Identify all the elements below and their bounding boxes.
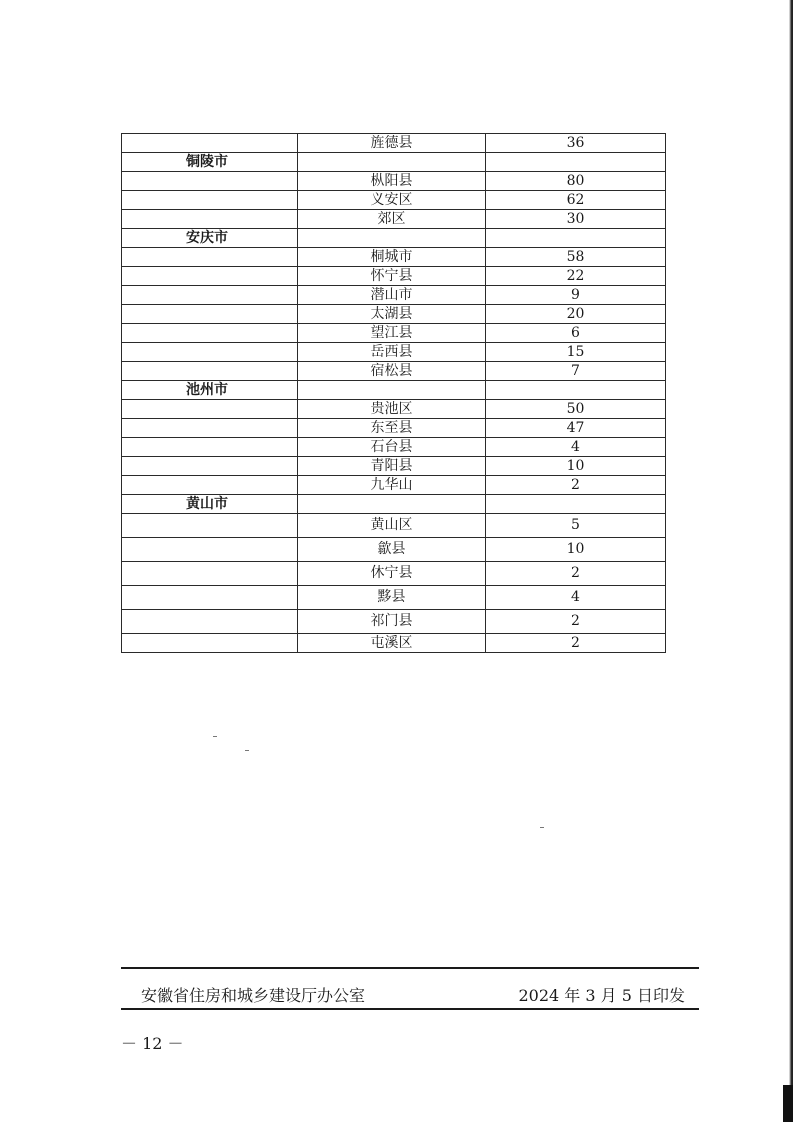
- district-row: [122, 586, 666, 610]
- page-number: － 12 －: [121, 1034, 184, 1053]
- district-cell: 歙县: [298, 538, 486, 562]
- city-cell: 黄山市: [122, 495, 298, 514]
- value-cell: 4: [486, 586, 666, 610]
- district-cell: 宿松县: [298, 362, 486, 381]
- value-cell: 2: [486, 610, 666, 634]
- district-row: [122, 210, 666, 229]
- value-cell: 2: [486, 476, 666, 495]
- district-cell: 怀宁县: [298, 267, 486, 286]
- scan-speck: [540, 827, 544, 828]
- value-cell: 6: [486, 324, 666, 343]
- district-row: [122, 343, 666, 362]
- district-row: [122, 362, 666, 381]
- district-cell: 石台县: [298, 438, 486, 457]
- city-cell: [122, 438, 298, 457]
- district-cell: 贵池区: [298, 400, 486, 419]
- district-cell: 桐城市: [298, 248, 486, 267]
- district-row: [122, 286, 666, 305]
- district-row: [122, 267, 666, 286]
- city-cell: [122, 634, 298, 653]
- city-cell: [122, 586, 298, 610]
- city-cell: [122, 343, 298, 362]
- issuer-text: 安徽省住房和城乡建设厅办公室: [141, 986, 366, 1005]
- district-row: [122, 514, 666, 538]
- city-cell: [122, 362, 298, 381]
- value-cell: 7: [486, 362, 666, 381]
- district-cell: 祁门县: [298, 610, 486, 634]
- district-row: [122, 538, 666, 562]
- value-cell: 20: [486, 305, 666, 324]
- district-cell: 黄山区: [298, 514, 486, 538]
- district-cell: 太湖县: [298, 305, 486, 324]
- city-row: [122, 229, 666, 248]
- city-row: [122, 153, 666, 172]
- district-row: [122, 610, 666, 634]
- district-cell: 郊区: [298, 210, 486, 229]
- value-cell: 30: [486, 210, 666, 229]
- city-cell: 铜陵市: [122, 153, 298, 172]
- city-cell: [122, 538, 298, 562]
- city-cell: 安庆市: [122, 229, 298, 248]
- district-row: [122, 172, 666, 191]
- value-cell: [486, 229, 666, 248]
- value-cell: 5: [486, 514, 666, 538]
- city-cell: [122, 286, 298, 305]
- value-cell: 50: [486, 400, 666, 419]
- value-cell: 10: [486, 457, 666, 476]
- value-cell: 36: [486, 134, 666, 153]
- district-cell: 义安区: [298, 191, 486, 210]
- district-cell: 望江县: [298, 324, 486, 343]
- district-row: [122, 400, 666, 419]
- district-row: [122, 419, 666, 438]
- district-row: [122, 305, 666, 324]
- city-cell: [122, 324, 298, 343]
- district-cell: 黟县: [298, 586, 486, 610]
- value-cell: 9: [486, 286, 666, 305]
- city-cell: [122, 267, 298, 286]
- district-row: [122, 562, 666, 586]
- value-cell: 2: [486, 634, 666, 653]
- district-cell: 东至县: [298, 419, 486, 438]
- value-cell: 58: [486, 248, 666, 267]
- city-cell: [122, 476, 298, 495]
- value-cell: 15: [486, 343, 666, 362]
- district-cell: 休宁县: [298, 562, 486, 586]
- city-cell: [122, 400, 298, 419]
- value-cell: 10: [486, 538, 666, 562]
- district-cell: [298, 229, 486, 248]
- city-cell: [122, 562, 298, 586]
- district-cell: [298, 495, 486, 514]
- footer-bottom-rule: [121, 1008, 699, 1010]
- district-cell: 屯溪区: [298, 634, 486, 653]
- value-cell: [486, 381, 666, 400]
- district-cell: [298, 153, 486, 172]
- city-cell: [122, 134, 298, 153]
- district-row: [122, 476, 666, 495]
- city-row: [122, 495, 666, 514]
- district-cell: 岳西县: [298, 343, 486, 362]
- district-cell: 青阳县: [298, 457, 486, 476]
- city-cell: [122, 514, 298, 538]
- district-cell: 枞阳县: [298, 172, 486, 191]
- district-row: [122, 134, 666, 153]
- city-cell: [122, 419, 298, 438]
- district-cell: [298, 381, 486, 400]
- value-cell: 4: [486, 438, 666, 457]
- value-cell: [486, 153, 666, 172]
- city-cell: [122, 305, 298, 324]
- scan-edge-mark: [783, 1085, 793, 1122]
- district-row: [122, 191, 666, 210]
- footer-top-rule: [121, 967, 699, 969]
- city-cell: [122, 248, 298, 267]
- value-cell: [486, 495, 666, 514]
- district-row: [122, 457, 666, 476]
- district-cell: 旌德县: [298, 134, 486, 153]
- scan-speck: [213, 736, 217, 737]
- district-row: [122, 438, 666, 457]
- issue-date-text: 2024 年 3 月 5 日印发: [518, 986, 685, 1005]
- value-cell: 22: [486, 267, 666, 286]
- value-cell: 47: [486, 419, 666, 438]
- value-cell: 80: [486, 172, 666, 191]
- city-cell: [122, 191, 298, 210]
- district-cell: 潜山市: [298, 286, 486, 305]
- value-cell: 62: [486, 191, 666, 210]
- allocation-table-body: [122, 134, 666, 653]
- district-row: [122, 634, 666, 653]
- city-cell: [122, 457, 298, 476]
- scan-page-edge: [789, 0, 793, 1122]
- city-cell: [122, 610, 298, 634]
- district-row: [122, 324, 666, 343]
- district-row: [122, 248, 666, 267]
- city-cell: 池州市: [122, 381, 298, 400]
- city-cell: [122, 210, 298, 229]
- city-row: [122, 381, 666, 400]
- scan-speck: [245, 750, 249, 751]
- district-cell: 九华山: [298, 476, 486, 495]
- city-cell: [122, 172, 298, 191]
- value-cell: 2: [486, 562, 666, 586]
- allocation-table: [121, 133, 666, 653]
